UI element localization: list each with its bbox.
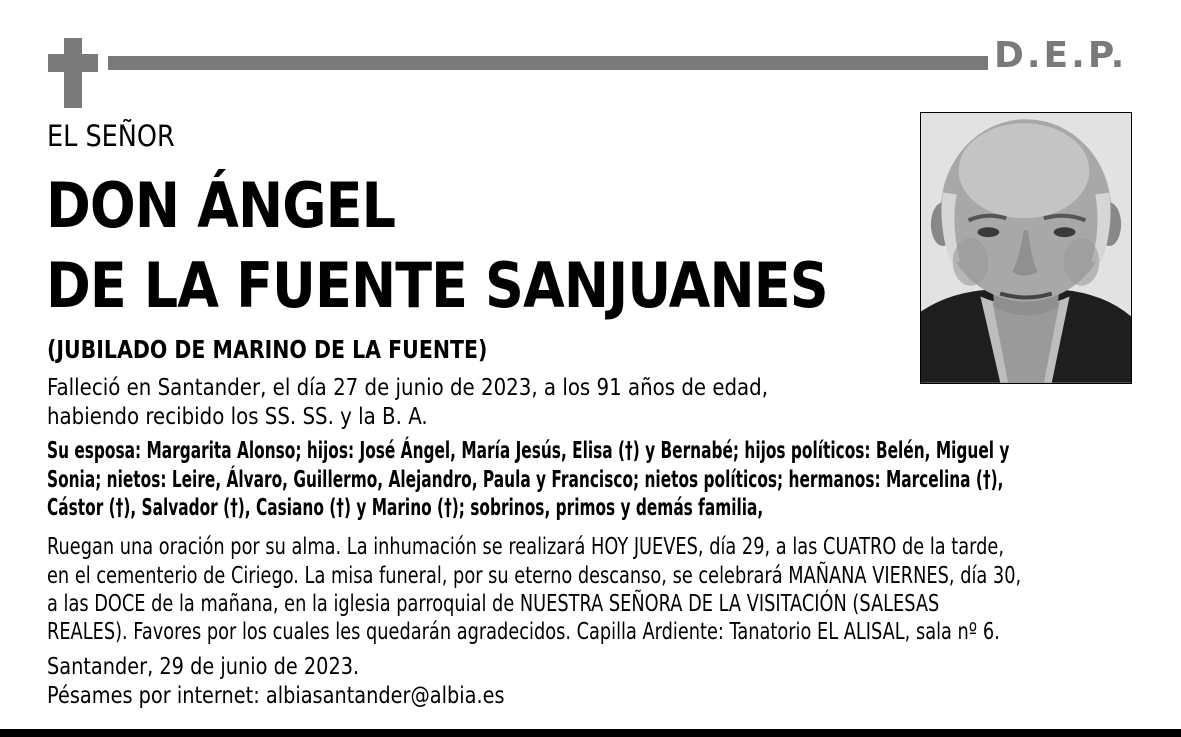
- request-line-2: en el cementerio de Ciriego. La misa funeral, por su eterno descanso, se celebrará MAÑANA VIERNES, día 30,: [47, 563, 1022, 589]
- death-line-1: Falleció en Santander, el día 27 de junio de 2023, a los 91 años de edad,: [47, 375, 769, 401]
- bottom-border: [0, 729, 1181, 737]
- portrait-photo: [920, 112, 1132, 384]
- request-line-4: REALES). Favores por los cuales les quedarán agradecidos. Capilla Ardiente: Tanatorio EL ALISAL, sala nº 6.: [47, 619, 1000, 645]
- honorific: EL SEÑOR: [47, 119, 175, 153]
- place-date: Santander, 29 de junio de 2023.: [47, 654, 360, 680]
- cross-icon: [48, 38, 98, 108]
- dep-heading: D.E.P.: [994, 35, 1128, 76]
- request-line-1: Ruegan una oración por su alma. La inhumación se realizará HOY JUEVES, día 29, a las CUATRO de la tarde,: [47, 534, 1004, 560]
- family-line-1: Su esposa: Margarita Alonso; hijos: José Ángel, María Jesús, Elisa (†) y Bernabé; hijos políticos: Belén, Miguel y: [47, 438, 1010, 464]
- death-line-2: habiendo recibido los SS. SS. y la B. A.: [47, 404, 428, 430]
- header-rule: [108, 56, 988, 70]
- deceased-name-line-2: DE LA FUENTE SANJUANES: [46, 249, 828, 322]
- deceased-name-line-1: DON ÁNGEL: [46, 169, 396, 242]
- family-line-3: Cástor (†), Salvador (†), Casiano (†) y Marino (†); sobrinos, primos y demás familia,: [47, 495, 764, 521]
- family-line-2: Sonia; nietos: Leire, Álvaro, Guillermo, Alejandro, Paula y Francisco; nietos políticos; hermanos: Marcelina (†),: [47, 467, 1004, 493]
- request-line-3: a las DOCE de la mañana, en la iglesia parroquial de NUESTRA SEÑORA DE LA VISITACIÓN (SALESAS: [47, 591, 940, 617]
- condolences-contact: Pésames por internet: albiasantander@albia.es: [47, 683, 505, 709]
- subtitle: (JUBILADO DE MARINO DE LA FUENTE): [47, 335, 488, 364]
